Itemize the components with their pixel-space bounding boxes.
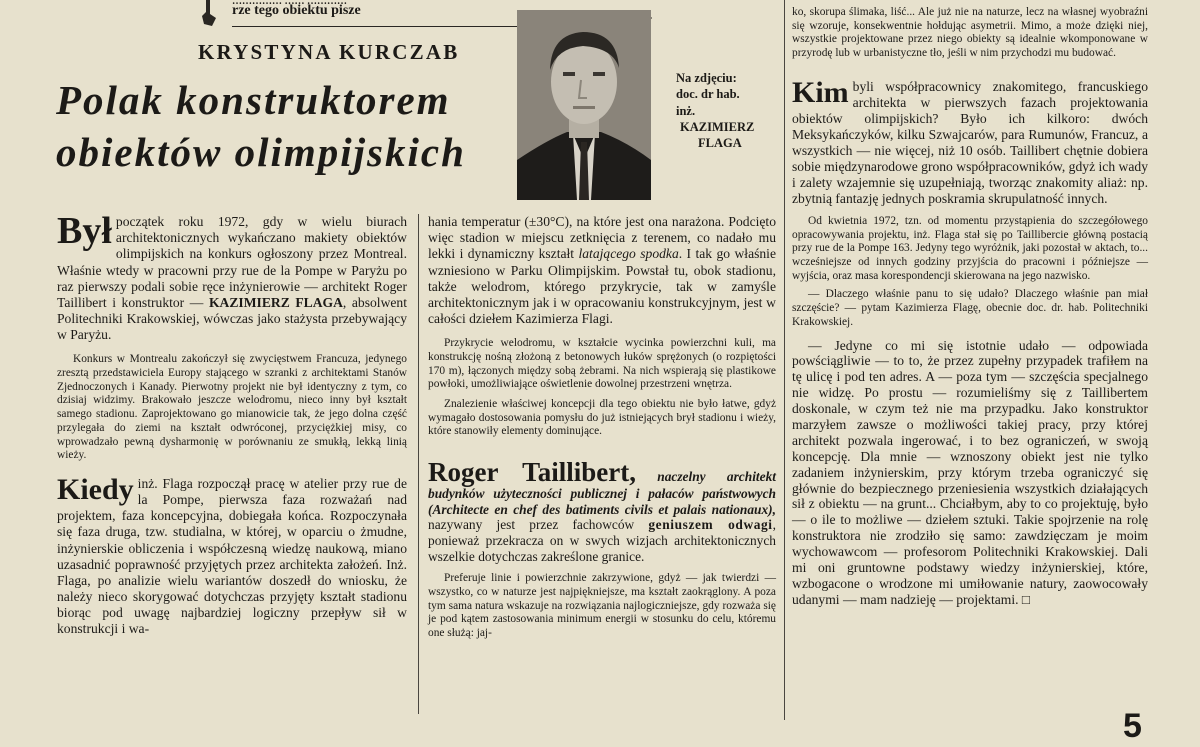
headline — [56, 74, 516, 178]
caption-line: FLAGA — [698, 136, 742, 150]
stadium-italic: latającego spodka — [578, 246, 679, 262]
column-rule-2 — [784, 0, 785, 720]
stadium-text-a: hania temperatur (±30°C), na które jest ona narażona. Podcięto więc stadion w miejscu zetknięcia z terenem, co nadało mu lekki i dynamiczny kształt — [428, 214, 776, 262]
stadium-paragraph — [428, 214, 776, 327]
kiedy-text: inż. Flaga rozpoczął pracę w atelier przy rue de la Pompe, pierwsza faza rozważań nad projektem, faza koncepcyjna, dobiegała końca. Rozpoczynała się faza druga, tzw. studialna, w której, w oparciu o żmudne, inżynierskie obliczenia i współczesną wiedzę naukową, miano uzasadnić poprawność przyjętych przez architekta założeń. Inż. Flaga, po analizie wielu wariantów doszedł do wniosku, że należy nieco skorygować dotychczas przyjęty kształt stadionu biorąc pod uwagę najbardziej logiczny przepływ sił w konstrukcji i wa- — [57, 475, 407, 637]
taillibert-name: Roger Taillibert, — [428, 457, 636, 488]
question-paragraph: — Dlaczego właśnie panu to się udało? Dlaczego właśnie pan miał szczęście? — pytam Kazimierza Flagę, obecnie doc. dr. hab. Politechniki Krakowskiej. — [792, 288, 1148, 328]
lead-name: KAZIMIERZ FLAGA — [208, 294, 343, 310]
concept-paragraph: Znalezienie właściwej koncepcji dla tego obiektu nie było łatwe, gdyż wymagało dostosowania pomysłu do już istniejących brył stadionu i wieży, które stanowiły elementy dominujące. — [428, 397, 776, 438]
taillibert-bold: geniuszem odwagi — [648, 517, 773, 533]
photo-caption — [676, 70, 776, 151]
caption-line: KAZIMIERZ — [680, 119, 755, 134]
montreal-paragraph: Konkurs w Montrealu zakończył się zwycięstwem Francuza, jedynego zresztą przedstawiciela Europy stającego w szranki z architektami Stanów Zjednoczonych i Kanady. Pierwotny projekt nie był identyczny z tym, co dzisiaj widzimy. Brakowało jeszcze welodromu, nieco inny był kształt samego stadionu. Zaprojektowano go mianowicie tak, że jego dolna część przylegała do ziemi na kształt odwróconej, przyciężkiej misy, co wprowadzało pewną dysharmonię w porównaniu ze smukłą, lekką linią wieży. — [57, 353, 407, 462]
end-mark: □ — [1021, 591, 1031, 607]
headline-line-2: obiektów olimpijskich — [56, 129, 466, 175]
taillibert-text-1: nazywany jest przez fachowców — [428, 517, 635, 533]
kim-text: byli współpracownicy znakomitego, francuskiego architekta w pierwszych fazach projektowania obiektów olimpijskich? Było ich kilkoro: dwóch Meksykańczyków, kilku Szwajcarów, para Rumunów, Francuz, a wszystkich — nie więcej, niż 10 osób. Taillibert chętnie dobiera sobie międzynarodowe grono współpracowników, gdyż ich wady i zalety wzajemnie się uzupełniają, tworząc znakomity aliaż: np. zbytnią fantazję jednych poskramia skrupulatność innych. — [792, 78, 1148, 206]
stadium-text-b: . I tak go właśnie wzniesiono w Parku Olimpijskim. Powstał tu, obok stadionu, także welodrom, którego przykrycie, tak w zamyśle architektonicznym jak i w opracowaniu konstrukcyjnym, jest w całości dziełem Kazimierza Flagi. — [428, 246, 776, 327]
april-paragraph: Od kwietnia 1972, tzn. od momentu przystąpienia do szczegółowego opracowywania projektu, inż. Flaga stał się po Taillibercie główną postacią przy rue de la Pompe 163. Jedyny tego wyróżnik, jaki pozostał w aktach, to... wcześniejsze od innych godziny przyjścia do pracowni i późniejsze — wyjścia, oraz masa korespondencji skierowana na jego nazwisko. — [792, 215, 1148, 282]
taillibert-text-2: , ponieważ przekracza on w swych wizjach architektonicznych wszelkie dotychczas zakreślone granice. — [428, 517, 776, 564]
curves-paragraph: Preferuje linie i powierzchnie zakrzywione, gdyż — jak twierdzi — wszystko, co w naturze jest najpiękniejsze, ma kształt zaokrąglony. A poza tym sama natura wskazuje na rozwiązania najlogiczniejsze, gdy rozważa się je pod kątem zastosowania minimum energii w stosunku do celu, któremu one służą: jaj- — [428, 572, 776, 640]
column-2 — [428, 214, 776, 641]
page-number: 5 — [1123, 707, 1142, 745]
column-1 — [57, 210, 408, 638]
kiedy-paragraph — [57, 472, 407, 638]
header-intro: rze tego obiektu pisze — [232, 3, 361, 18]
kim-dropcap: Kim — [792, 75, 849, 109]
caption-line: doc. dr hab. — [676, 87, 740, 102]
pointing-hand-icon — [200, 0, 220, 28]
velodrome-paragraph: Przykrycie welodromu, w kształcie wycinka powierzchni kuli, ma konstrukcję nośną złożoną z betonowych łuków sprężonych (o rozpiętości 170 m), łączonych między sobą żebrami. Na nich wspierają się plastikowe powłoki, umożliwiające oświetlenie dowolnej przestrzeni wnętrza. — [428, 337, 776, 391]
lead-tail: , absolwent Politechniki Krakowskiej, wówczas jako stażysta przebywający w Paryżu. — [57, 294, 408, 343]
caption-line: inż. — [676, 103, 696, 118]
nature-paragraph: ko, skorupa ślimaka, liść... Ale już nie na naturze, lecz na własnej wyobraźni się wzoruje, konsekwentnie hołdując asymetrii. Mimo, a może dzięki niej, wszystkie projektowane przez niego obiekty są idealnie wkomponowane w przyrodę lub w urbanistyczne tło, jeśli w nim przychodzi mu budować. — [792, 6, 1148, 60]
kim-paragraph — [792, 75, 1148, 207]
headline-line-1: Polak konstruktorem — [56, 77, 451, 123]
column-3 — [792, 6, 1148, 608]
portrait-photo — [517, 10, 651, 200]
lead-paragraph — [57, 210, 408, 343]
taillibert-title: naczelny architekt budynków użyteczności publicznej i pałaców państwowych (Architecte en chef des batiments civils et palais nationaux), — [428, 469, 776, 517]
column-rule-1 — [418, 214, 419, 714]
lead-dropcap: Był — [57, 210, 112, 252]
kiedy-dropcap: Kiedy — [57, 472, 134, 506]
answer-paragraph — [792, 338, 1148, 608]
taillibert-paragraph — [428, 459, 776, 564]
caption-line: Na zdjęciu: — [676, 71, 737, 85]
author-byline: KRYSTYNA KURCZAB — [198, 40, 460, 64]
lead-text: początek roku 1972, gdy w wielu biurach architektonicznych wykańczano makiety obiektów olimpijskich na konkurs ogłoszony przez Montreal. Właśnie wtedy w pracowni przy rue de la Pompe w Paryżu po raz pierwszy podali sobie ręce inżynierowie — architekt Roger Taillibert i konstruktor — — [57, 214, 407, 310]
answer-text: — Jedyne co mi się istotnie udało — odpowiada powściągliwie — to to, że przez zupełny przypadek trafiłem na tę ulicę i pod ten adres. A — poza tym — szczęścia specjalnego nie widzę. Po prostu — rozumieliśmy się z Taillibertem doskonale, w czym też nie ma przypadku. Jako konstruktor marzyłem zawsze o możliwości takiej pracy, przy której architekt pozwala ingerować, i to bez ograniczeń, w swoją koncepcję. Dla mnie — wznoszony obiekt jest nie tylko zadaniem inżynierskim, przy którym trzeba ograniczyć się głównie do bezpiecznego przeniesienia wszystkich działających sił z obiektu — na grunt... Chciałbym, aby to co projektuję, było — o ile to możliwe — dziełem sztuki. Takie spojrzenie na rolę konstruktora nie zrodziło się samo: zawdzięczam je moim wychowawcom — profesorom Politechniki Krakowskiej. Dali mi oni gruntowne podstawy wiedzy inżynierskiej, które, wzbogacone o wrodzone mi umiłowanie natury, zaowocowały udanymi — mam nadzieję — projektami. — [792, 337, 1148, 607]
